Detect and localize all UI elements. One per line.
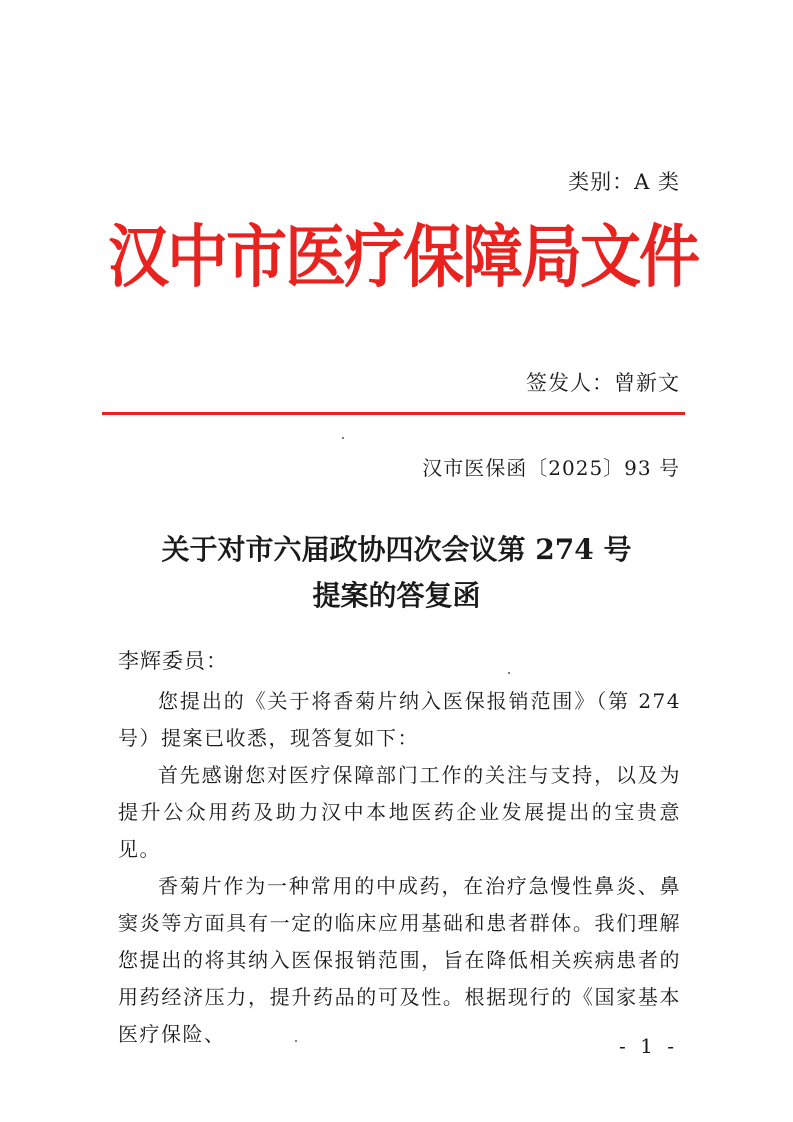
document-title-line-2: 提案的答复函 [312,579,481,612]
scan-speck [295,1040,297,1042]
paragraph-3: 香菊片作为一种常用的中成药，在治疗急慢性鼻炎、鼻窦炎等方面具有一定的临床应用基础和患者群体。我们理解您提出的将其纳入医保报销范围，旨在降低相关疾病患者的用药经济压力，提升药品的可及性。根据现行的《国家基本医疗保险、 [118,874,681,1046]
document-number: 汉市医保函〔2025〕93 号 [422,456,680,480]
salutation: 李辉委员： [118,649,228,673]
document-category: 类别：A 类 [568,170,680,194]
document-title [100,527,693,619]
body-text [118,683,681,1053]
page-number: - 1 - [619,1034,678,1058]
scan-speck [342,437,344,439]
red-divider-line [102,412,685,415]
paragraph-1: 您提出的《关于将香菊片纳入医保报销范围》（第 274 号）提案已收悉，现答复如下： [118,689,681,750]
document-signer: 签发人：曾新文 [526,371,680,395]
document-header-title: 汉中市医疗保障局文件 [108,217,699,298]
paragraph-2: 首先感谢您对医疗保障部门工作的关注与支持，以及为提升公众用药及助力汉中本地医药企业发展提出的宝贵意见。 [118,763,681,861]
scan-speck [508,672,510,674]
document-title-line-1: 关于对市六届政协四次会议第 274 号 [161,533,632,566]
